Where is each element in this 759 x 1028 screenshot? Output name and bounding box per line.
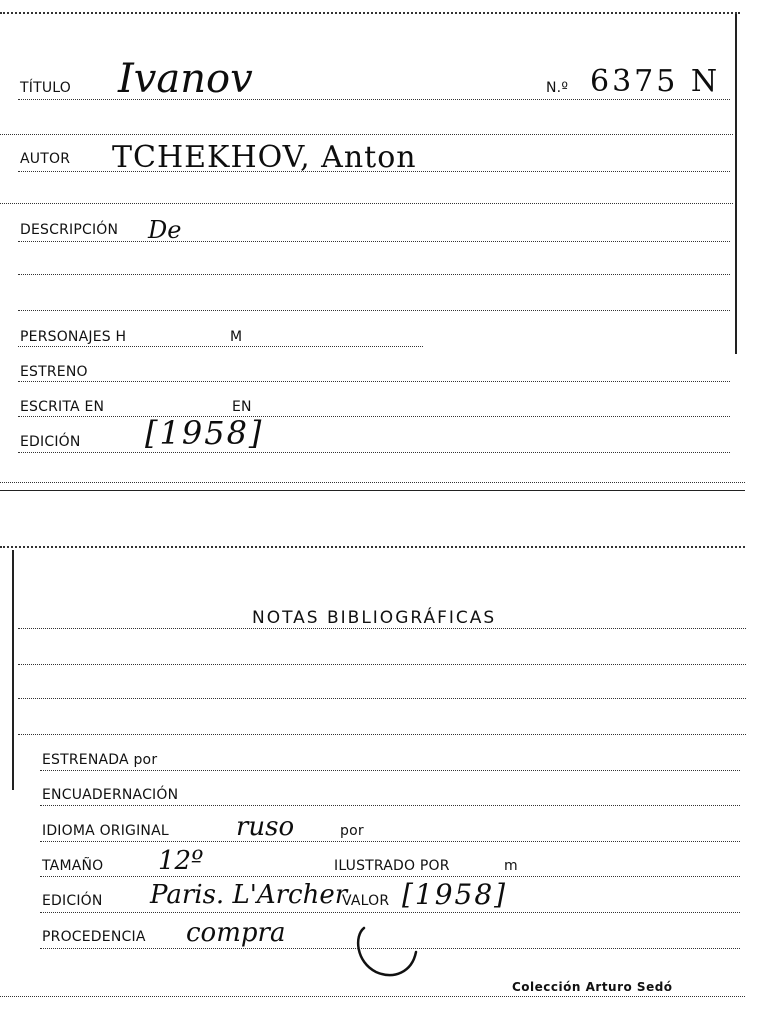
titulo-label: TÍTULO (20, 80, 71, 96)
idioma-value: ruso (236, 812, 295, 842)
idioma-label: IDIOMA ORIGINAL (42, 823, 169, 839)
idioma-line (40, 841, 740, 842)
card-top-edge (0, 12, 740, 14)
numero-label: N.º (546, 80, 569, 96)
edicion-line (18, 452, 730, 453)
handwritten-circle-mark (350, 922, 426, 980)
escrita-line (18, 416, 730, 417)
notas-line-3 (18, 698, 746, 699)
card-bottom-dots (0, 996, 745, 997)
edicion-label: EDICIÓN (42, 893, 103, 909)
idioma-por-label: por (340, 823, 364, 839)
tamano-label: TAMAÑO (42, 858, 104, 874)
descripcion-line-2 (18, 274, 730, 275)
ilustrado-label: ILUSTRADO POR (334, 858, 450, 874)
card-bottom-dots (0, 482, 745, 483)
autor-value: TCHEKHOV, Anton (112, 140, 417, 175)
notas-line-4 (18, 734, 746, 735)
notas-heading: NOTAS BIBLIOGRÁFICAS (252, 608, 497, 628)
edicion-label: EDICIÓN (20, 434, 81, 450)
descripcion-label: DESCRIPCIÓN (20, 222, 119, 238)
collection-credit: Colección Arturo Sedó (512, 980, 673, 994)
card-bottom-edge (0, 490, 745, 491)
estrenada-line (40, 770, 740, 771)
notas-line (18, 628, 746, 629)
valor-value: [1958] (402, 878, 508, 911)
autor-label: AUTOR (20, 151, 71, 167)
numero-value: 6375 N (590, 64, 721, 99)
descripcion-value: De (148, 216, 182, 244)
encuadernacion-label: ENCUADERNACIÓN (42, 787, 179, 803)
valor-label: VALOR (342, 893, 390, 909)
procedencia-value: compra (186, 918, 286, 948)
edicion-line (40, 912, 740, 913)
personajes-m-label: M (230, 329, 243, 345)
tamano-value: 12º (158, 846, 204, 876)
card-top-edge (0, 546, 745, 548)
card-right-border (735, 14, 737, 354)
ilustrado-value: m (504, 858, 518, 874)
estreno-label: ESTRENO (20, 364, 88, 380)
procedencia-line (40, 948, 740, 949)
escrita-label: ESCRITA EN (20, 399, 105, 415)
procedencia-label: PROCEDENCIA (42, 929, 146, 945)
catalog-card-front (0, 0, 759, 495)
card-left-border (12, 550, 14, 790)
estreno-line (18, 381, 730, 382)
autor-top-line (0, 134, 733, 135)
descripcion-top-line (0, 203, 733, 204)
tamano-line (40, 876, 740, 877)
titulo-line (18, 99, 730, 100)
edicion-value: [1958] (145, 414, 264, 452)
descripcion-line-3 (18, 310, 730, 311)
edicion-value: Paris. L'Archer (150, 880, 348, 910)
titulo-value: Ivanov (118, 56, 253, 102)
catalog-card-back (0, 540, 759, 1028)
encuadernacion-line (40, 805, 740, 806)
descripcion-line (18, 241, 730, 242)
notas-line-2 (18, 664, 746, 665)
autor-line (18, 171, 730, 172)
personajes-line (18, 346, 423, 347)
estrenada-label: ESTRENADA por (42, 752, 158, 768)
personajes-label: PERSONAJES H (20, 329, 127, 345)
escrita-en-label: EN (232, 399, 252, 415)
